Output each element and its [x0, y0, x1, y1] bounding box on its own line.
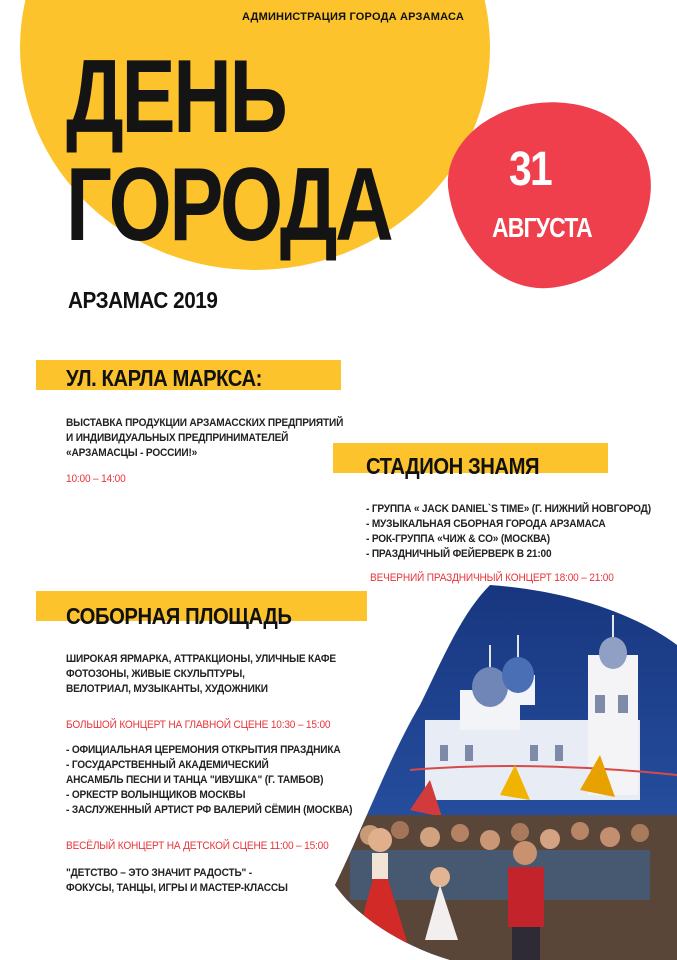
section-title-stadium: СТАДИОН ЗНАМЯ — [366, 453, 540, 479]
stadium-line: - РОК-ГРУППА «ЧИЖ & CO» (МОСКВА) — [366, 533, 550, 545]
date-day: 31 — [509, 143, 551, 196]
cathedral-festival-illustration — [330, 585, 677, 960]
main-stage-lineup — [66, 743, 352, 818]
kids-stage-line: ФОКУСЫ, ТАНЦЫ, ИГРЫ И МАСТЕР-КЛАССЫ — [66, 882, 288, 894]
main-stage-line: - ЗАСЛУЖЕННЫЙ АРТИСТ РФ ВАЛЕРИЙ СЁМИН (МОСКВА) — [66, 804, 353, 816]
main-stage-line: - ГОСУДАРСТВЕННЫЙ АКАДЕМИЧЕСКИЙ — [66, 759, 269, 771]
sobor-intro-line: ВЕЛОТРИАЛ, МУЗЫКАНТЫ, ХУДОЖНИКИ — [66, 683, 268, 695]
marx-time: 10:00 – 14:00 — [66, 473, 126, 485]
marx-line: «АРЗАМАСЦЫ - РОССИИ!» — [66, 447, 198, 459]
marx-line: И ИНДИВИДУАЛЬНЫХ ПРЕДПРИНИМАТЕЛЕЙ — [66, 432, 289, 444]
stadium-line: - ПРАЗДНИЧНЫЙ ФЕЙЕРВЕРК В 21:00 — [366, 548, 552, 560]
sobor-intro-line: ФОТОЗОНЫ, ЖИВЫЕ СКУЛЬПТУРЫ, — [66, 668, 245, 680]
kids-stage-line: "ДЕТСТВО – ЭТО ЗНАЧИТ РАДОСТЬ" - — [66, 867, 252, 879]
stadium-line: - МУЗЫКАЛЬНАЯ СБОРНАЯ ГОРОДА АРЗАМАСА — [366, 518, 606, 530]
kids-stage-concert-time: ВЕСЁЛЫЙ КОНЦЕРТ НА ДЕТСКОЙ СЦЕНЕ 11:00 – 15:00 — [66, 840, 329, 852]
title-line-2: ГОРОДА — [66, 147, 392, 263]
date-month: АВГУСТА — [492, 212, 592, 243]
marx-line: ВЫСТАВКА ПРОДУКЦИИ АРЗАМАССКИХ ПРЕДПРИЯТИЙ — [66, 417, 344, 429]
section-title-marx: УЛ. КАРЛА МАРКСА: — [66, 365, 262, 391]
main-stage-line: АНСАМБЛЬ ПЕСНИ И ТАНЦА "ИВУШКА" (Г. ТАМБОВ) — [66, 774, 324, 786]
stadium-lineup — [366, 502, 651, 562]
stadium-line: - ГРУППА « JACK DANIEL`S TIME» (Г. НИЖНИЙ НОВГОРОД) — [366, 503, 651, 515]
title-line-1: ДЕНЬ — [66, 39, 286, 155]
stadium-concert-time: ВЕЧЕРНИЙ ПРАЗДНИЧНЫЙ КОНЦЕРТ 18:00 – 21:00 — [370, 572, 614, 584]
marx-description — [66, 416, 343, 461]
kids-stage-program — [66, 866, 288, 896]
section-title-sobor: СОБОРНАЯ ПЛОЩАДЬ — [66, 603, 292, 629]
main-stage-line: - ОФИЦИАЛЬНАЯ ЦЕРЕМОНИЯ ОТКРЫТИЯ ПРАЗДНИКА — [66, 744, 341, 756]
sobor-intro — [66, 652, 336, 697]
main-stage-line: - ОРКЕСТР ВОЛЫНЩИКОВ МОСКВЫ — [66, 789, 246, 801]
city-year: АРЗАМАС 2019 — [68, 287, 218, 313]
main-stage-concert-time: БОЛЬШОЙ КОНЦЕРТ НА ГЛАВНОЙ СЦЕНЕ 10:30 – 15:00 — [66, 719, 331, 731]
sobor-intro-line: ШИРОКАЯ ЯРМАРКА, АТТРАКЦИОНЫ, УЛИЧНЫЕ КАФЕ — [66, 653, 336, 665]
organizer-label: АДМИНИСТРАЦИЯ ГОРОДА АРЗАМАСА — [242, 11, 465, 23]
